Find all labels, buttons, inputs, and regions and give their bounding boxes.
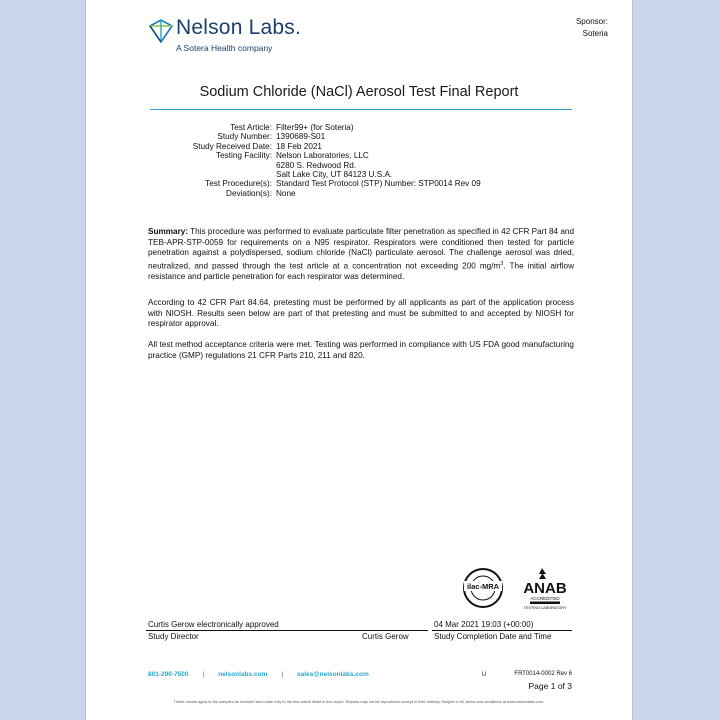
info-value: 6280 S. Redwood Rd.	[276, 160, 357, 170]
pretesting-paragraph: According to 42 CFR Part 84.64, pretesting must be performed by all applicants as part of the application process with NIOSH. Results seen below are part of that pretesting and must be submitted to and accepted by NIOSH for respirator approval.	[148, 298, 574, 329]
sponsor-label: Sponsor:	[575, 17, 608, 26]
anab-accredited-text: ACCREDITED	[530, 596, 560, 601]
report-title: Sodium Chloride (NaCl) Aerosol Test Final Report	[199, 84, 519, 100]
info-value: Salt Lake City, UT 84123 U.S.A.	[276, 170, 393, 180]
footer-unit-mark: U	[482, 672, 487, 678]
brand-tagline: A Sotera Health company	[176, 43, 273, 53]
info-label	[106, 170, 276, 179]
footer-form-number: FRT0014-0002 Rev 6	[514, 671, 572, 677]
nelson-labs-logo-mark	[148, 18, 174, 44]
info-label: Study Number:	[217, 132, 272, 142]
study-director-name: Curtis Gerow	[362, 632, 409, 641]
info-row	[106, 161, 481, 170]
compliance-paragraph: All test method acceptance criteria were met. Testing was performed in compliance with US FDA good manufacturing practice (GMP) regulations 21 CFR Parts 210, 211 and 820.	[148, 340, 574, 360]
sponsor-block	[576, 16, 608, 40]
page-number: Page 1 of 3	[528, 681, 572, 691]
info-row	[106, 151, 481, 160]
anab-logo	[510, 566, 580, 610]
anab-text: ANAB	[523, 580, 567, 597]
title-divider	[150, 109, 572, 110]
completion-date-label: Study Completion Date and Time	[434, 632, 552, 641]
report-page	[86, 0, 632, 720]
info-value: None	[276, 188, 296, 198]
nelson-labs-logo	[148, 16, 318, 56]
footer-website-link[interactable]: nelsonlabs.com	[218, 671, 268, 678]
info-label: Study Received Date:	[192, 141, 272, 151]
footer-separator: |	[202, 671, 205, 678]
study-director-label: Study Director	[148, 632, 199, 641]
footer-separator: |	[281, 671, 284, 678]
completion-datetime: 04 Mar 2021 19:03 (+00:00)	[434, 620, 534, 629]
info-value: Standard Test Protocol (STP) Number: STP0014 Rev 09	[276, 179, 481, 189]
completion-date-line	[432, 630, 572, 631]
footer-contact	[148, 671, 369, 678]
info-row	[106, 179, 481, 188]
footer-phone[interactable]: 801-290-7500	[148, 671, 189, 678]
summary-label: Summary:	[148, 227, 189, 236]
info-row	[106, 123, 481, 132]
summary-text-end: . The initial airflow resistance and particle penetration for each respirator was determined.	[148, 261, 574, 282]
info-label: Test Procedure(s):	[205, 179, 272, 189]
info-row	[106, 170, 481, 179]
info-label: Deviation(s):	[226, 188, 272, 198]
summary-superscript: 3	[500, 260, 504, 267]
info-label	[106, 161, 276, 170]
brand-name: Nelson Labs.	[176, 16, 301, 39]
ilac-mra-logo	[462, 566, 504, 610]
info-value: Nelson Laboratories, LLC	[276, 151, 369, 161]
info-label: Test Article:	[230, 123, 272, 132]
anab-testing-lab-text: TESTING LABORATORY	[523, 606, 567, 610]
info-row	[106, 189, 481, 198]
footer-email-link[interactable]: sales@nelsonlabs.com	[297, 671, 369, 678]
info-row	[106, 142, 481, 151]
ilac-mra-text: ilac-MRA	[466, 582, 500, 591]
info-row	[106, 132, 481, 141]
electronic-approval-text: Curtis Gerow electronically approved	[148, 620, 279, 629]
info-value: Filter99+ (for Soteria)	[276, 123, 354, 132]
sponsor-value: Soteria	[582, 29, 608, 38]
summary-paragraph	[148, 227, 574, 283]
summary-text: This procedure was performed to evaluate particulate filter penetration as specified in 42 CFR Part 84 and TEB-APR-STP-0059 for requirements on a N95 respirator. Respirators were conditioned then tested for particle penetration against a polydispersed, sodium chloride (NaCl) particulate aerosol. The challenge aerosol was dried, neutralized, and passed through the test article at a concentration not exceeding 200 mg/m	[148, 227, 574, 271]
info-label: Testing Facility:	[216, 151, 272, 161]
info-value: 1390689-S01	[276, 132, 326, 142]
footer-disclaimer: These results apply to the samples as received and relate only to the test article listed in this report. Reports may not be reproduced except in their entirety. Subject to NL terms and conditions at www.nelsonlabs.com.	[173, 699, 545, 704]
study-info-table	[106, 123, 481, 198]
signature-line	[146, 630, 428, 631]
info-value: 18 Feb 2021	[276, 141, 322, 151]
